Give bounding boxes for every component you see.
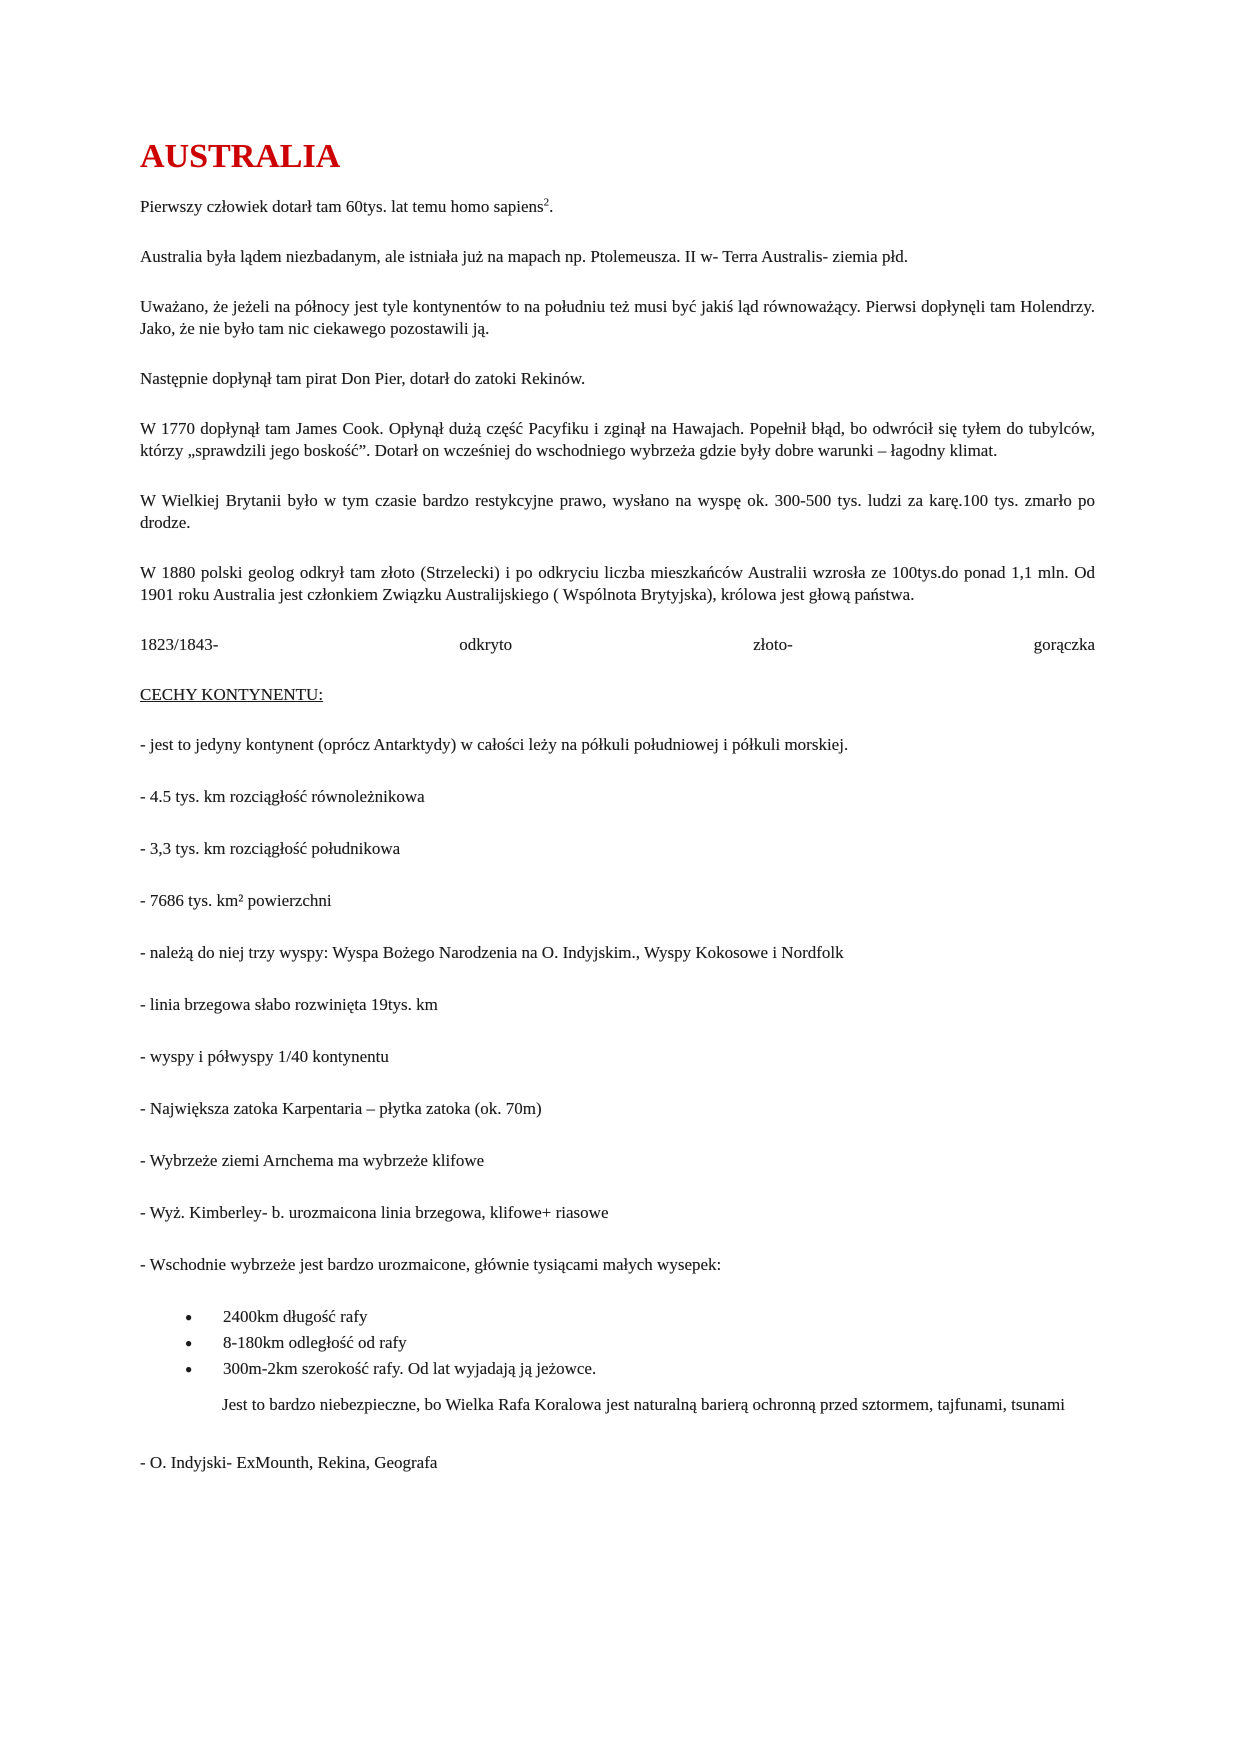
gold-rush-years: 1823/1843- — [140, 635, 219, 654]
feature-item-meridional-extent: - 3,3 tys. km rozciągłość południkowa — [140, 839, 401, 858]
paragraph-british-law: W Wielkiej Brytanii było w tym czasie bardzo restykcyjne prawo, wysłano na wyspę ok. 300-500 tys. ludzi za karę.100 tys. zmarło po drodze. — [140, 491, 1095, 532]
feature-item-coastline: - linia brzegowa słabo rozwinięta 19tys. km — [140, 995, 438, 1014]
feature-item-kimberley: - Wyż. Kimberley- b. urozmaicona linia brzegowa, klifowe+ riasowe — [140, 1203, 609, 1222]
reef-bullet-list — [140, 1306, 1095, 1380]
section-heading-continent-features: CECHY KONTYNENTU: — [140, 685, 324, 704]
footnote-superscript: 2 — [543, 196, 550, 209]
paragraph-first-human-period: . — [549, 197, 554, 216]
gold-rush-word-zloto: złoto- — [753, 635, 793, 654]
gold-rush-word-goraczka: gorączka — [1033, 635, 1095, 654]
paragraph-gold-discovery: W 1880 polski geolog odkrył tam złoto (Strzelecki) i po odkryciu liczba mieszkańców Australii wzrosła ze 100tys.do ponad 1,1 mln. Od 1901 roku Australia jest członkiem Związku Australijskiego ( Wspólnota Brytyjska), królowa jest głową państwa. — [140, 563, 1095, 604]
feature-item-arnhem-coast: - Wybrzeże ziemi Arnchema ma wybrzeże klifowe — [140, 1151, 485, 1170]
list-item-reef-width: ● 300m-2km szerokość rafy. Od lat wyjadają ją jeżowce. — [140, 1358, 1095, 1380]
list-item-reef-length: ● 2400km długość rafy — [140, 1306, 1095, 1328]
feature-item-carpentaria-gulf: - Największa zatoka Karpentaria – płytka zatoka (ok. 70m) — [140, 1099, 542, 1118]
paragraph-james-cook: W 1770 dopłynął tam James Cook. Opłynął dużą część Pacyfiku i zginął na Hawajach. Popełnił błąd, bo odwrócił się tyłem do tubylców, którzy „sprawdzili jego boskość”. Dotarł on wcześniej do wschodniego wybrzeża gdzie były dobre warunki – łagodny klimat. — [140, 419, 1095, 460]
feature-item-three-islands: - należą do niej trzy wyspy: Wyspa Bożego Narodzenia na O. Indyjskim., Wyspy Kokosowe i Nordfolk — [140, 943, 844, 962]
document-title: AUSTRALIA — [140, 138, 341, 175]
feature-item-islands-peninsulas: - wyspy i półwyspy 1/40 kontynentu — [140, 1047, 389, 1066]
feature-item-area: - 7686 tys. km² powierzchni — [140, 891, 332, 910]
paragraph-first-human — [140, 196, 1095, 218]
feature-item-eastern-coast: - Wschodnie wybrzeże jest bardzo urozmaicone, głównie tysiącami małych wysepek: — [140, 1255, 722, 1274]
list-item-reef-distance: ● 8-180km odległość od rafy — [140, 1332, 1095, 1354]
feature-item-latitudinal-extent: - 4.5 tys. km rozciągłość równoleżnikowa — [140, 787, 425, 806]
paragraph-balancing-land: Uważano, że jeżeli na północy jest tyle kontynentów to na południu też musi być jakiś ląd równoważący. Pierwsi dopłynęli tam Holendrzy. Jako, że nie było tam nic ciekawego pozostawili ją. — [140, 297, 1095, 338]
paragraph-first-human-text: Pierwszy człowiek dotarł tam 60tys. lat temu homo sapiens — [140, 197, 544, 216]
paragraph-reef-barrier-note: Jest to bardzo niebezpieczne, bo Wielka Rafa Koralowa jest naturalną barierą ochronną przed sztormem, tajfunami, tsunami — [222, 1395, 1066, 1414]
feature-item-only-southern-continent: - jest to jedyny kontynent (oprócz Antarktydy) w całości leży na półkuli południowej i półkuli morskiej. — [140, 735, 849, 754]
paragraph-pirate-don-pier: Następnie dopłynął tam pirat Don Pier, dotarł do zatoki Rekinów. — [140, 369, 586, 388]
gold-rush-justified-line — [140, 634, 1095, 656]
gold-rush-word-odkryto: odkryto — [459, 635, 513, 654]
paragraph-unexplored-land: Australia była lądem niezbadanym, ale istniała już na mapach np. Ptolemeusza. II w- Terra Australis- ziemia płd. — [140, 247, 908, 266]
paragraph-indian-ocean: - O. Indyjski- ExMounth, Rekina, Geografa — [140, 1453, 438, 1472]
